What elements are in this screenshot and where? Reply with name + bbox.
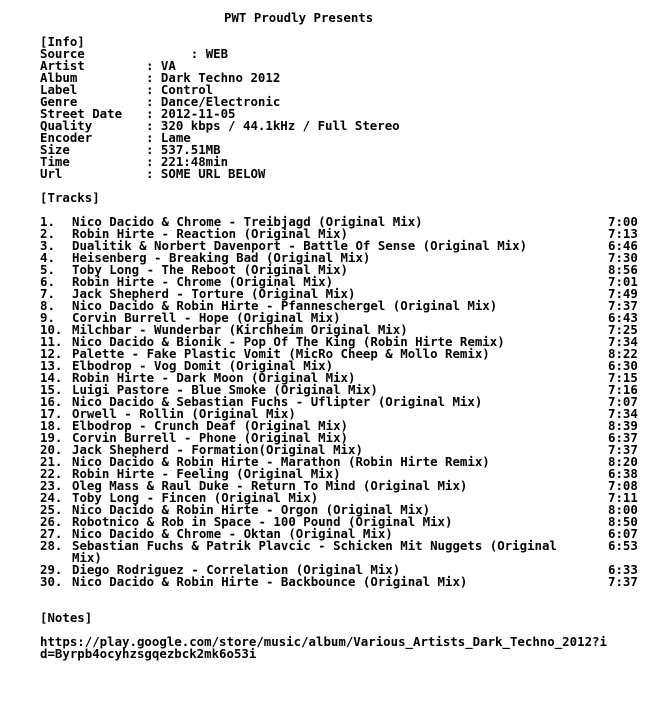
track-number: 21. xyxy=(40,454,63,469)
track-title: Nico Dacido & Robin Hirte - Backbounce (Original Mix) xyxy=(72,574,468,589)
info-row xyxy=(40,144,650,156)
track-duration: 6:43 xyxy=(608,310,638,325)
track-title: Robotnico & Rob in Space - 100 Pound (Original Mix) xyxy=(72,514,453,529)
track-duration: 6:07 xyxy=(608,526,638,541)
track-number: 27. xyxy=(40,526,63,541)
track-duration: 6:37 xyxy=(608,430,638,445)
info-key: Street Date xyxy=(40,106,123,121)
track-number: 4. xyxy=(40,250,55,265)
info-separator: : xyxy=(146,166,161,181)
info-key: Album xyxy=(40,70,78,85)
track-duration: 7:08 xyxy=(608,478,638,493)
info-separator: : xyxy=(146,154,161,169)
info-heading: [Info] xyxy=(40,34,85,49)
track-title: Diego Rodriguez - Correlation (Original Mix) xyxy=(72,562,401,577)
track-number: 12. xyxy=(40,346,63,361)
nfo-document xyxy=(40,12,650,660)
track-duration: 6:38 xyxy=(608,466,638,481)
track-duration: 7:16 xyxy=(608,382,638,397)
info-key: Encoder xyxy=(40,130,93,145)
track-number: 15. xyxy=(40,382,63,397)
info-separator: : xyxy=(146,46,206,61)
track-title: Corvin Burrell - Phone (Original Mix) xyxy=(72,430,349,445)
info-separator: : xyxy=(146,58,161,73)
track-duration: 8:50 xyxy=(608,514,638,529)
track-number: 10. xyxy=(40,322,63,337)
track-title: Nico Dacido & Robin Hirte - Orgon (Original Mix) xyxy=(72,502,431,517)
track-number: 2. xyxy=(40,226,55,241)
info-value: 221:48min xyxy=(160,154,229,169)
track-duration: 7:25 xyxy=(608,322,638,337)
notes-url-line: d=Byrpb4ocyhzsgqezbck2mk6o53i xyxy=(40,646,257,661)
track-duration: 6:46 xyxy=(608,238,638,253)
track-duration: 7:15 xyxy=(608,370,638,385)
track-number: 22. xyxy=(40,466,63,481)
info-value: SOME URL BELOW xyxy=(160,166,266,181)
track-number: 20. xyxy=(40,442,63,457)
track-title: Jack Shepherd - Torture (Original Mix) xyxy=(72,286,356,301)
track-title: Milchbar - Wunderbar (Kirchheim Original Mix) xyxy=(72,322,408,337)
track-title: Oleg Mass & Raul Duke - Return To Mind (Original Mix) xyxy=(72,478,468,493)
track-number: 16. xyxy=(40,394,63,409)
info-row xyxy=(40,96,650,108)
track-duration: 7:37 xyxy=(608,574,638,589)
track-number: 11. xyxy=(40,334,63,349)
track-duration: 6:33 xyxy=(608,562,638,577)
track-duration: 7:37 xyxy=(608,442,638,457)
track-duration: 7:11 xyxy=(608,490,638,505)
info-row xyxy=(40,84,650,96)
info-separator: : xyxy=(146,82,161,97)
info-value: 537.51MB xyxy=(160,142,221,157)
track-duration: 8:56 xyxy=(608,262,638,277)
track-row xyxy=(40,540,650,552)
track-number: 30. xyxy=(40,574,63,589)
track-title: Jack Shepherd - Formation(Original Mix) xyxy=(72,442,363,457)
track-duration: 7:13 xyxy=(608,226,638,241)
track-number: 13. xyxy=(40,358,63,373)
info-separator: : xyxy=(146,142,161,157)
track-number: 29. xyxy=(40,562,63,577)
track-number: 24. xyxy=(40,490,63,505)
track-duration: 7:07 xyxy=(608,394,638,409)
info-row xyxy=(40,132,650,144)
track-number: 26. xyxy=(40,514,63,529)
header-title: PWT Proudly Presents xyxy=(224,10,374,25)
tracks-heading: [Tracks] xyxy=(40,190,100,205)
info-value: WEB xyxy=(205,46,229,61)
track-title: Orwell - Rollin (Original Mix) xyxy=(72,406,296,421)
track-number: 14. xyxy=(40,370,63,385)
info-key: Url xyxy=(40,166,63,181)
track-duration: 6:30 xyxy=(608,358,638,373)
track-duration: 7:00 xyxy=(608,214,638,229)
info-key: Genre xyxy=(40,94,78,109)
info-separator: : xyxy=(146,106,161,121)
track-title: Heisenberg - Breaking Bad (Original Mix) xyxy=(72,250,371,265)
track-duration: 7:34 xyxy=(608,334,638,349)
track-title: Robin Hirte - Reaction (Original Mix) xyxy=(72,226,349,241)
info-row xyxy=(40,120,650,132)
track-duration: 7:37 xyxy=(608,298,638,313)
track-title: Toby Long - The Reboot (Original Mix) xyxy=(72,262,349,277)
info-key: Time xyxy=(40,154,70,169)
notes-url-line: https://play.google.com/store/music/album/Various_Artists_Dark_Techno_2012?i xyxy=(40,634,607,649)
info-row xyxy=(40,156,650,168)
info-value: VA xyxy=(160,58,176,73)
track-title: Robin Hirte - Dark Moon (Original Mix) xyxy=(72,370,356,385)
track-title-continuation: Mix) xyxy=(72,550,102,565)
track-title: Elbodrop - Crunch Deaf (Original Mix) xyxy=(72,418,349,433)
track-number: 25. xyxy=(40,502,63,517)
track-title: Robin Hirte - Chrome (Original Mix) xyxy=(72,274,334,289)
info-list xyxy=(40,48,650,180)
track-title: Robin Hirte - Feeling (Original Mix) xyxy=(72,466,341,481)
track-title: Nico Dacido & Robin Hirte - Marathon (Robin Hirte Remix) xyxy=(72,454,490,469)
track-number: 6. xyxy=(40,274,55,289)
track-duration: 8:20 xyxy=(608,454,638,469)
track-title: Nico Dacido & Chrome - Treibjagd (Original Mix) xyxy=(72,214,423,229)
info-separator: : xyxy=(146,118,161,133)
track-number: 17. xyxy=(40,406,63,421)
track-number: 9. xyxy=(40,310,55,325)
info-key: Quality xyxy=(40,118,93,133)
track-duration: 7:34 xyxy=(608,406,638,421)
track-title: Nico Dacido & Robin Hirte - Pfanneschergel (Original Mix) xyxy=(72,298,498,313)
info-value: 320 kbps / 44.1kHz / Full Stereo xyxy=(160,118,400,133)
info-key: Artist xyxy=(40,58,85,73)
track-duration: 8:22 xyxy=(608,346,638,361)
track-duration: 8:39 xyxy=(608,418,638,433)
track-title: Dualitik & Norbert Davenport - Battle Of Sense (Original Mix) xyxy=(72,238,528,253)
info-value: Dance/Electronic xyxy=(160,94,281,109)
track-duration: 8:00 xyxy=(608,502,638,517)
track-number: 23. xyxy=(40,478,63,493)
track-number: 1. xyxy=(40,214,55,229)
track-number: 18. xyxy=(40,418,63,433)
track-title: Corvin Burrell - Hope (Original Mix) xyxy=(72,310,341,325)
info-row xyxy=(40,60,650,72)
track-title: Nico Dacido & Bionik - Pop Of The King (Robin Hirte Remix) xyxy=(72,334,505,349)
info-row xyxy=(40,48,650,60)
info-row xyxy=(40,168,650,180)
track-title: Luigi Pastore - Blue Smoke (Original Mix) xyxy=(72,382,378,397)
track-number: 8. xyxy=(40,298,55,313)
info-separator: : xyxy=(146,94,161,109)
info-value: Dark Techno 2012 xyxy=(160,70,281,85)
track-title: Nico Dacido & Sebastian Fuchs - Uflipter (Original Mix) xyxy=(72,394,483,409)
info-value: 2012-11-05 xyxy=(160,106,236,121)
track-duration: 7:49 xyxy=(608,286,638,301)
track-number: 28. xyxy=(40,538,63,553)
info-row xyxy=(40,72,650,84)
info-key: Source xyxy=(40,46,85,61)
info-key: Size xyxy=(40,142,70,157)
track-duration: 7:01 xyxy=(608,274,638,289)
notes-heading: [Notes] xyxy=(40,610,93,625)
track-duration: 7:30 xyxy=(608,250,638,265)
info-separator: : xyxy=(146,130,161,145)
track-title: Nico Dacido & Chrome - Oktan (Original Mix) xyxy=(72,526,393,541)
track-title: Palette - Fake Plastic Vomit (MicRo Cheep & Mollo Remix) xyxy=(72,346,490,361)
track-title: Toby Long - Fincen (Original Mix) xyxy=(72,490,319,505)
track-list xyxy=(40,216,650,588)
track-number: 3. xyxy=(40,238,55,253)
track-row xyxy=(40,576,650,588)
track-duration: 6:53 xyxy=(608,538,638,553)
track-number: 5. xyxy=(40,262,55,277)
track-title: Elbodrop - Vog Domit (Original Mix) xyxy=(72,358,334,373)
track-title: Sebastian Fuchs & Patrik Plavcic - Schicken Mit Nuggets (Original xyxy=(72,538,557,553)
info-value: Lame xyxy=(160,130,191,145)
track-number: 7. xyxy=(40,286,55,301)
info-value: Control xyxy=(160,82,214,97)
info-separator: : xyxy=(146,70,161,85)
track-number: 19. xyxy=(40,430,63,445)
info-key: Label xyxy=(40,82,78,97)
